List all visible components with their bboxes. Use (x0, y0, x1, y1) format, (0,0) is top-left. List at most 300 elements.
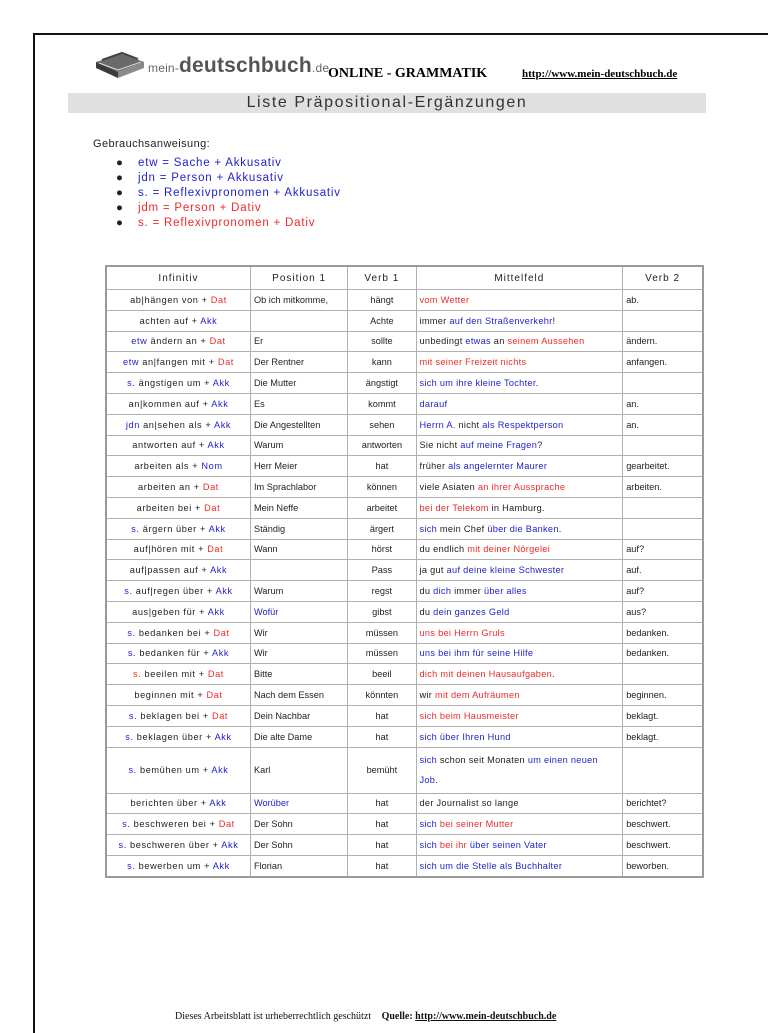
cell-position-1 (250, 290, 347, 311)
logo-wordmark (148, 55, 329, 80)
cell-mittelfeld-segment: schon seit Monaten (437, 755, 528, 766)
cell-infinitiv-segment: s. (125, 731, 134, 742)
cell-mittelfeld-segment: seinem Aussehen (507, 336, 585, 347)
table-row (106, 456, 703, 477)
cell-infinitiv-segment: Dat (217, 357, 234, 368)
cell-verb-1: kann (348, 352, 416, 373)
cell-infinitiv-segment: s. (122, 819, 131, 830)
table-row (106, 726, 703, 747)
cell-infinitiv-segment: auf|hören mit + (133, 544, 208, 555)
cell-position-1-segment: Der Sohn (253, 819, 293, 830)
table-row (106, 560, 703, 581)
cell-infinitiv (106, 814, 250, 835)
cell-verb-1: antworten (348, 435, 416, 456)
cell-infinitiv-segment: beschweren über + (126, 840, 222, 851)
cell-mittelfeld-segment: du (419, 586, 434, 597)
cell-position-1 (250, 435, 347, 456)
cell-mittelfeld-segment: mit seiner Freizeit nichts (419, 357, 527, 368)
cell-mittelfeld-segment: auf meine Fragen (460, 440, 538, 451)
cell-mittelfeld-segment: nicht (455, 419, 483, 430)
cell-mittelfeld-segment: an ihrer Aussprache (477, 482, 566, 493)
footer-quelle-label: Quelle: (381, 1011, 413, 1022)
cell-infinitiv (106, 456, 250, 477)
cell-infinitiv-segment: ängstigen um + (135, 378, 213, 389)
cell-infinitiv-segment: berichten über + (130, 798, 210, 809)
cell-verb-1: hat (348, 456, 416, 477)
cell-verb-1: beeil (348, 664, 416, 685)
cell-infinitiv (106, 835, 250, 856)
cell-infinitiv-segment: ab|hängen von + (130, 294, 211, 305)
cell-position-1-segment: Bitte (253, 669, 273, 680)
cell-mittelfeld (416, 601, 623, 622)
cell-infinitiv-segment: beginnen mit + (134, 690, 207, 701)
cell-infinitiv-segment: aus|geben für + (132, 606, 208, 617)
cell-mittelfeld-segment: der Journalist so lange (419, 798, 519, 809)
cell-mittelfeld (416, 560, 623, 581)
cell-verb-1: sehen (348, 414, 416, 435)
instruction-item (116, 201, 341, 216)
grammar-table (105, 265, 704, 878)
cell-verb-2: auf. (623, 560, 703, 581)
cell-verb-2: berichtet? (623, 793, 703, 814)
cell-verb-2: aus? (623, 601, 703, 622)
cell-infinitiv (106, 601, 250, 622)
cell-verb-1: hat (348, 793, 416, 814)
cell-position-1 (250, 373, 347, 394)
cell-infinitiv-segment: ärgern über + (139, 523, 209, 534)
cell-infinitiv (106, 477, 250, 498)
cell-verb-2: ab. (623, 290, 703, 311)
cell-mittelfeld-segment: als Respektperson (482, 419, 564, 430)
cell-mittelfeld-segment: mit deiner Nörgelei (467, 544, 551, 555)
cell-verb-2: an. (623, 393, 703, 414)
cell-mittelfeld-segment: . (435, 775, 439, 786)
cell-verb-2: anfangen. (623, 352, 703, 373)
cell-position-1-segment: Wofür (253, 606, 279, 617)
cell-mittelfeld (416, 622, 623, 643)
cell-verb-2 (623, 373, 703, 394)
cell-verb-2: ändern. (623, 331, 703, 352)
table-row (106, 414, 703, 435)
cell-verb-2: beklagt. (623, 726, 703, 747)
table-row (106, 685, 703, 706)
cell-mittelfeld-segment: vom Wetter (419, 294, 470, 305)
cell-infinitiv (106, 518, 250, 539)
instruction-item (116, 216, 341, 231)
table-row (106, 518, 703, 539)
cell-mittelfeld (416, 373, 623, 394)
bullet-icon: ● (116, 187, 124, 199)
cell-mittelfeld-segment: als angelernter Maurer (448, 461, 548, 472)
site-logo[interactable] (92, 48, 329, 80)
table-row (106, 393, 703, 414)
cell-infinitiv-segment: Akk (209, 798, 227, 809)
cell-infinitiv (106, 310, 250, 331)
cell-infinitiv (106, 685, 250, 706)
cell-mittelfeld (416, 705, 623, 726)
cell-infinitiv-segment: Dat (213, 627, 230, 638)
instruction-text: etw = Sache + Akkusativ (138, 157, 282, 169)
table-row (106, 814, 703, 835)
cell-infinitiv-segment: an|fangen mit + (139, 357, 218, 368)
cell-infinitiv-segment: an|sehen als + (139, 419, 214, 430)
cell-infinitiv-segment: beeilen mit + (141, 669, 208, 680)
cell-infinitiv (106, 331, 250, 352)
cell-verb-2: gearbeitet. (623, 456, 703, 477)
header-url-link[interactable]: http://www.mein-deutschbuch.de (522, 68, 678, 80)
cell-mittelfeld-segment: über die Banken (487, 523, 559, 534)
cell-verb-1: gibst (348, 601, 416, 622)
cell-position-1 (250, 581, 347, 602)
cell-infinitiv-segment: an|kommen auf + (128, 398, 212, 409)
table-row (106, 747, 703, 793)
cell-mittelfeld-segment: ja gut (419, 565, 447, 576)
cell-infinitiv-segment: s. (128, 765, 137, 776)
cell-verb-2: bedanken. (623, 622, 703, 643)
cell-mittelfeld-segment: immer (419, 315, 450, 326)
cell-infinitiv (106, 726, 250, 747)
table-row (106, 601, 703, 622)
cell-infinitiv-segment: Nom (201, 461, 223, 472)
cell-infinitiv-segment: Dat (211, 710, 229, 721)
cell-mittelfeld (416, 497, 623, 518)
cell-mittelfeld-segment: . (558, 523, 562, 534)
table-row (106, 664, 703, 685)
cell-infinitiv (106, 793, 250, 814)
cell-infinitiv (106, 581, 250, 602)
cell-verb-1: hörst (348, 539, 416, 560)
table-row (106, 835, 703, 856)
table-row (106, 622, 703, 643)
cell-position-1-segment: Die alte Dame (253, 731, 313, 742)
header-verb-1: Verb 1 (348, 266, 416, 290)
cell-infinitiv (106, 855, 250, 876)
cell-mittelfeld-segment: sich beim Hausmeister (419, 710, 519, 721)
cell-mittelfeld-segment: sich (419, 755, 438, 766)
cell-infinitiv-segment: arbeiten bei + (136, 502, 205, 513)
cell-infinitiv (106, 497, 250, 518)
cell-infinitiv-segment: Dat (204, 502, 221, 513)
cell-infinitiv-segment: Akk (212, 378, 230, 389)
cell-position-1 (250, 310, 347, 331)
table-row (106, 793, 703, 814)
cell-mittelfeld-segment: Sie nicht (419, 440, 461, 451)
cell-position-1-segment: Die Angestellten (253, 419, 321, 430)
cell-mittelfeld-segment: uns bei ihm für seine Hilfe (419, 648, 534, 659)
table-row (106, 539, 703, 560)
cell-mittelfeld-segment: Herrn A. (419, 419, 456, 430)
cell-verb-2 (623, 497, 703, 518)
table-row (106, 477, 703, 498)
cell-infinitiv-segment: jdn (125, 419, 140, 430)
cell-infinitiv-segment: beklagen über + (133, 731, 215, 742)
cell-infinitiv-segment: s. (124, 586, 133, 597)
cell-position-1-segment: Wir (253, 627, 268, 638)
cell-position-1-segment: Ständig (253, 523, 286, 534)
cell-mittelfeld-segment: sich (419, 840, 438, 851)
cell-position-1 (250, 835, 347, 856)
header-mittelfeld: Mittelfeld (416, 266, 623, 290)
cell-verb-2: arbeiten. (623, 477, 703, 498)
cell-mittelfeld-segment: sich um ihre kleine Tochter (419, 378, 536, 389)
cell-mittelfeld-segment: bei ihr (437, 840, 468, 851)
cell-infinitiv-segment: s. (127, 627, 136, 638)
cell-position-1 (250, 705, 347, 726)
cell-mittelfeld (416, 835, 623, 856)
logo-tld: .de (311, 61, 330, 75)
cell-infinitiv-segment: etw (131, 336, 148, 347)
cell-mittelfeld-segment: sich um die Stelle als Buchhalter (419, 860, 563, 871)
cell-mittelfeld-segment: . (552, 669, 555, 680)
cell-mittelfeld-segment: dich mit deinen Hausaufgaben (419, 669, 553, 680)
cell-mittelfeld (416, 747, 623, 793)
cell-position-1 (250, 664, 347, 685)
instruction-text: jdm = Person + Dativ (138, 202, 262, 214)
cell-position-1-segment: Mein Neffe (253, 502, 299, 513)
instructions-list (116, 156, 341, 231)
cell-mittelfeld-segment: an (490, 336, 508, 347)
cell-infinitiv-segment: achten auf + (139, 315, 201, 326)
cell-mittelfeld-segment: mein Chef (437, 523, 488, 534)
bullet-icon: ● (116, 217, 124, 229)
instructions-label: Gebrauchsanweisung: (93, 138, 211, 150)
cell-infinitiv (106, 393, 250, 414)
cell-position-1 (250, 601, 347, 622)
cell-infinitiv-segment: auf|regen über + (132, 586, 216, 597)
table-row (106, 373, 703, 394)
cell-infinitiv-segment: beklagen bei + (137, 710, 212, 721)
cell-verb-1: regst (348, 581, 416, 602)
cell-mittelfeld-segment: in Hamburg. (488, 502, 545, 513)
cell-position-1 (250, 855, 347, 876)
instruction-item (116, 186, 341, 201)
cell-mittelfeld-segment: über alles (483, 586, 527, 597)
cell-position-1 (250, 497, 347, 518)
cell-verb-1: können (348, 477, 416, 498)
logo-main: deutschbuch (179, 54, 312, 77)
cell-mittelfeld (416, 518, 623, 539)
cell-infinitiv (106, 560, 250, 581)
cell-mittelfeld-segment: ? (537, 440, 543, 451)
cell-mittelfeld-segment: bei seiner Mutter (437, 819, 514, 830)
sheet-title: Liste Präpositional-Ergänzungen (246, 94, 528, 111)
cell-mittelfeld (416, 581, 623, 602)
cell-infinitiv-segment: beschweren bei + (130, 819, 219, 830)
cell-infinitiv-segment: Dat (218, 819, 235, 830)
cell-mittelfeld-segment: dich (433, 586, 452, 597)
bullet-icon: ● (116, 157, 124, 169)
cell-position-1-segment: Worüber (253, 798, 290, 809)
footer-quelle-link[interactable]: http://www.mein-deutschbuch.de (415, 1011, 557, 1022)
cell-verb-1: hat (348, 705, 416, 726)
cell-mittelfeld-segment: wir (419, 690, 435, 701)
cell-mittelfeld (416, 643, 623, 664)
cell-verb-1: müssen (348, 643, 416, 664)
table-row (106, 352, 703, 373)
cell-verb-2: auf? (623, 539, 703, 560)
cell-position-1 (250, 331, 347, 352)
cell-infinitiv-segment: s. (118, 840, 127, 851)
cell-position-1-segment: Es (253, 398, 265, 409)
cell-position-1-segment: Dein Nachbar (253, 710, 311, 721)
cell-position-1 (250, 747, 347, 793)
cell-verb-1: kommt (348, 393, 416, 414)
cell-infinitiv-segment: Akk (207, 606, 225, 617)
cell-position-1-segment: Die Mutter (253, 378, 297, 389)
cell-verb-2: auf? (623, 581, 703, 602)
cell-mittelfeld-segment: sich (419, 523, 438, 534)
cell-infinitiv-segment: arbeiten als + (134, 461, 202, 472)
cell-infinitiv-segment: bewerben um + (135, 860, 213, 871)
cell-verb-1: hängt (348, 290, 416, 311)
cell-infinitiv-segment: Akk (221, 840, 239, 851)
cell-verb-2: beginnen. (623, 685, 703, 706)
cell-infinitiv (106, 414, 250, 435)
table-row (106, 331, 703, 352)
cell-mittelfeld-segment: darauf (419, 398, 448, 409)
instruction-text: jdn = Person + Akkusativ (138, 172, 284, 184)
cell-position-1 (250, 456, 347, 477)
cell-position-1-segment: Warum (253, 440, 284, 451)
table-header-row (106, 266, 703, 290)
cell-position-1-segment: Der Rentner (253, 357, 305, 368)
instruction-item (116, 156, 341, 171)
cell-position-1-segment: Wann (253, 544, 278, 555)
cell-infinitiv (106, 705, 250, 726)
cell-mittelfeld (416, 793, 623, 814)
table-row (106, 705, 703, 726)
cell-position-1 (250, 793, 347, 814)
cell-position-1 (250, 539, 347, 560)
cell-infinitiv-segment: Dat (206, 690, 223, 701)
cell-position-1 (250, 352, 347, 373)
table-row (106, 497, 703, 518)
cell-position-1-segment: Florian (253, 860, 283, 871)
cell-position-1-segment: Herr Meier (253, 461, 298, 472)
cell-mittelfeld (416, 539, 623, 560)
cell-position-1 (250, 393, 347, 414)
cell-infinitiv-segment: arbeiten an + (138, 482, 203, 493)
cell-infinitiv (106, 747, 250, 793)
cell-verb-1: könnten (348, 685, 416, 706)
instruction-item (116, 171, 341, 186)
cell-infinitiv-segment: s. (131, 523, 140, 534)
cell-position-1 (250, 726, 347, 747)
cell-infinitiv-segment: bedanken für + (136, 648, 212, 659)
cell-position-1-segment: Ob ich mitkomme, (253, 294, 328, 305)
cell-mittelfeld (416, 393, 623, 414)
cell-verb-1: ängstigt (348, 373, 416, 394)
cell-mittelfeld-segment: sich über Ihren Hund (419, 731, 511, 742)
cell-infinitiv (106, 352, 250, 373)
bullet-icon: ● (116, 202, 124, 214)
cell-infinitiv-segment: Akk (213, 419, 232, 430)
cell-infinitiv-segment: etw (123, 357, 140, 368)
cell-mittelfeld (416, 290, 623, 311)
cell-infinitiv-segment: Akk (211, 398, 229, 409)
logo-small: mein- (148, 61, 180, 75)
header (92, 48, 692, 88)
cell-verb-1: hat (348, 726, 416, 747)
cell-mittelfeld-segment: früher (419, 461, 449, 472)
instruction-text: s. = Reflexivpronomen + Dativ (138, 217, 316, 229)
cell-mittelfeld-segment: über seinen Vater (467, 840, 547, 851)
cell-mittelfeld-segment: ! (552, 315, 556, 326)
cell-position-1 (250, 477, 347, 498)
cell-infinitiv-segment: Akk (211, 765, 229, 776)
cell-mittelfeld-segment: dein ganzes Geld (433, 606, 510, 617)
cell-infinitiv-segment: Dat (210, 294, 227, 305)
cell-infinitiv-segment: Akk (210, 565, 228, 576)
cell-infinitiv-segment: antworten auf + (132, 440, 208, 451)
table-row (106, 581, 703, 602)
cell-verb-2: bedanken. (623, 643, 703, 664)
cell-infinitiv (106, 664, 250, 685)
cell-verb-1: bemüht (348, 747, 416, 793)
cell-mittelfeld (416, 331, 623, 352)
cell-verb-2 (623, 518, 703, 539)
cell-infinitiv-segment: Akk (211, 648, 230, 659)
cell-verb-2: beklagt. (623, 705, 703, 726)
header-title: ONLINE - GRAMMATIK (328, 66, 488, 81)
cell-infinitiv-segment: s. (128, 710, 138, 721)
cell-mittelfeld-segment: uns bei Herrn Gruls (419, 627, 505, 638)
cell-mittelfeld (416, 855, 623, 876)
cell-infinitiv (106, 622, 250, 643)
footer-copyright: Dieses Arbeitsblatt ist urheberrechtlich geschützt (175, 1011, 372, 1022)
cell-infinitiv-segment: s. (127, 378, 136, 389)
cell-verb-2 (623, 747, 703, 793)
cell-mittelfeld (416, 352, 623, 373)
title-bar (68, 93, 706, 113)
cell-verb-2: beschwert. (623, 835, 703, 856)
cell-position-1-segment: Karl (253, 765, 271, 776)
footer (175, 1011, 556, 1022)
cell-position-1-segment: Nach dem Essen (253, 690, 324, 701)
cell-mittelfeld (416, 310, 623, 331)
cell-verb-1: ärgert (348, 518, 416, 539)
cell-mittelfeld-segment: etwas (465, 336, 491, 347)
cell-infinitiv-segment: Dat (207, 544, 224, 555)
cell-verb-2: beworben. (623, 855, 703, 876)
cell-verb-1: hat (348, 835, 416, 856)
cell-mittelfeld-segment: auf deine kleine Schwester (446, 565, 565, 576)
cell-position-1 (250, 814, 347, 835)
cell-mittelfeld (416, 414, 623, 435)
cell-verb-1: hat (348, 814, 416, 835)
table-row (106, 855, 703, 876)
cell-position-1-segment: Er (253, 336, 264, 347)
cell-infinitiv-segment: Akk (200, 315, 218, 326)
cell-infinitiv-segment: s. (127, 648, 137, 659)
cell-mittelfeld-segment: mit dem Aufräumen (435, 690, 520, 701)
cell-infinitiv-segment: bemühen um + (136, 765, 212, 776)
header-position-1: Position 1 (250, 266, 347, 290)
table-row (106, 435, 703, 456)
cell-verb-1: Achte (348, 310, 416, 331)
cell-infinitiv-segment: Akk (215, 586, 233, 597)
table-row (106, 310, 703, 331)
cell-infinitiv-segment: Dat (202, 482, 219, 493)
cell-position-1 (250, 560, 347, 581)
cell-position-1 (250, 643, 347, 664)
cell-mittelfeld-segment: immer (451, 586, 484, 597)
cell-verb-2: an. (623, 414, 703, 435)
cell-infinitiv (106, 643, 250, 664)
cell-verb-1: müssen (348, 622, 416, 643)
cell-mittelfeld-segment: du endlich (419, 544, 468, 555)
cell-infinitiv (106, 373, 250, 394)
